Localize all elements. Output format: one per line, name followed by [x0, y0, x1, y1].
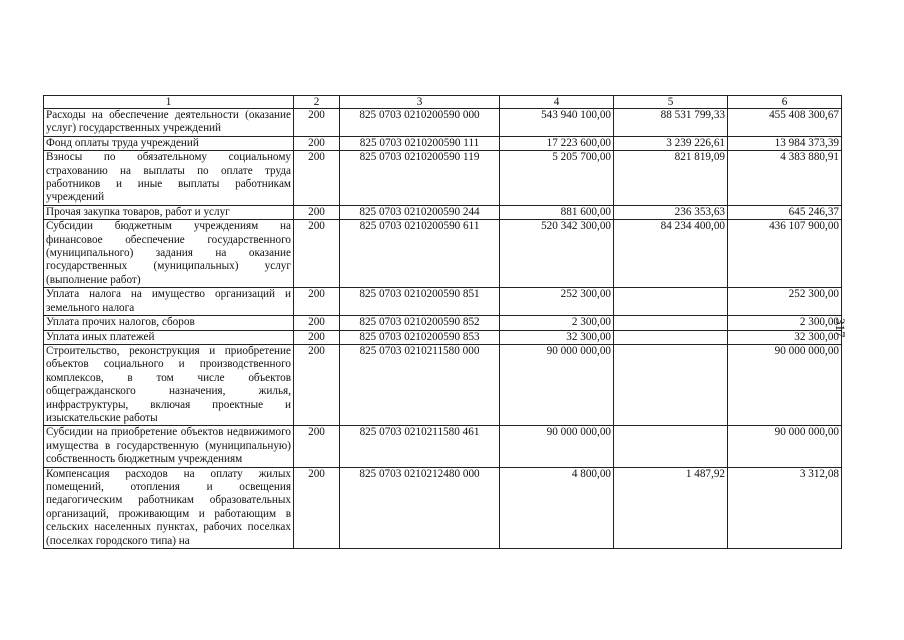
table-row [44, 136, 842, 150]
table-row [44, 109, 842, 137]
column-header: 5 [614, 96, 728, 109]
line-item-name: Фонд оплаты труда учреждений [44, 136, 294, 150]
executed-amount [614, 330, 728, 344]
remaining-amount: 2 300,00 [728, 316, 842, 330]
executed-amount: 84 234 400,00 [614, 220, 728, 288]
line-item-name: Субсидии бюджетным учреждениям на финансовое обеспечение государственного (муниципального) задания на оказание государственных (муниципальных) услуг (выполнение работ) [44, 220, 294, 288]
remaining-amount: 3 312,08 [728, 467, 842, 548]
line-item-name: Взносы по обязательному социальному страхованию на выплаты по оплате труда работников и иные выплаты работникам учреждений [44, 151, 294, 206]
executed-amount: 1 487,92 [614, 467, 728, 548]
line-item-name: Уплата иных платежей [44, 330, 294, 344]
approved-amount: 543 940 100,00 [500, 109, 614, 137]
table-row [44, 205, 842, 219]
line-item-name: Уплата прочих налогов, сборов [44, 316, 294, 330]
approved-amount: 252 300,00 [500, 288, 614, 316]
table-row [44, 467, 842, 548]
executed-amount [614, 288, 728, 316]
table-row [44, 220, 842, 288]
executed-amount: 88 531 799,33 [614, 109, 728, 137]
executed-amount: 821 819,09 [614, 151, 728, 206]
budget-classification-code: 825 0703 0210212480 000 [340, 467, 500, 548]
approved-amount: 17 223 600,00 [500, 136, 614, 150]
column-header: 1 [44, 96, 294, 109]
table-row [44, 151, 842, 206]
budget-classification-code: 825 0703 0210200590 852 [340, 316, 500, 330]
budget-classification-code: 825 0703 0210211580 461 [340, 426, 500, 467]
line-code: 200 [294, 220, 340, 288]
budget-classification-code: 825 0703 0210211580 000 [340, 344, 500, 425]
line-code: 200 [294, 316, 340, 330]
line-item-name: Расходы на обеспечение деятельности (оказание услуг) государственных учреждений [44, 109, 294, 137]
remaining-amount: 645 246,37 [728, 205, 842, 219]
approved-amount: 32 300,00 [500, 330, 614, 344]
line-code: 200 [294, 136, 340, 150]
table-row [44, 426, 842, 467]
remaining-amount: 4 383 880,91 [728, 151, 842, 206]
remaining-amount: 32 300,00 [728, 330, 842, 344]
line-code: 200 [294, 344, 340, 425]
line-code: 200 [294, 151, 340, 206]
table-row [44, 330, 842, 344]
budget-classification-code: 825 0703 0210200590 611 [340, 220, 500, 288]
budget-classification-code: 825 0703 0210200590 853 [340, 330, 500, 344]
line-code: 200 [294, 426, 340, 467]
line-code: 200 [294, 288, 340, 316]
remaining-amount: 90 000 000,00 [728, 426, 842, 467]
line-item-name: Строительство, реконструкция и приобретение объектов социального и производственного комплексов, в том числе объектов общегражданского назначения, жилья, инфраструктуры, включая проектные и изыскательские работы [44, 344, 294, 425]
executed-amount [614, 426, 728, 467]
page-number: 317 [833, 318, 848, 338]
remaining-amount: 455 408 300,67 [728, 109, 842, 137]
approved-amount: 4 800,00 [500, 467, 614, 548]
approved-amount: 90 000 000,00 [500, 426, 614, 467]
line-item-name: Прочая закупка товаров, работ и услуг [44, 205, 294, 219]
line-code: 200 [294, 109, 340, 137]
column-header: 2 [294, 96, 340, 109]
line-code: 200 [294, 330, 340, 344]
remaining-amount: 436 107 900,00 [728, 220, 842, 288]
budget-classification-code: 825 0703 0210200590 244 [340, 205, 500, 219]
line-item-name: Компенсация расходов на оплату жилых помещений, отопления и освещения педагогическим работникам образовательных организаций, проживающим и работающим в сельских населенных пунктах, рабочих поселках (поселках городского типа) на [44, 467, 294, 548]
column-header: 4 [500, 96, 614, 109]
budget-classification-code: 825 0703 0210200590 000 [340, 109, 500, 137]
table-row [44, 316, 842, 330]
column-header: 3 [340, 96, 500, 109]
approved-amount: 2 300,00 [500, 316, 614, 330]
executed-amount: 3 239 226,61 [614, 136, 728, 150]
remaining-amount: 90 000 000,00 [728, 344, 842, 425]
line-code: 200 [294, 205, 340, 219]
executed-amount: 236 353,63 [614, 205, 728, 219]
line-code: 200 [294, 467, 340, 548]
budget-table-sheet [43, 95, 841, 549]
remaining-amount: 252 300,00 [728, 288, 842, 316]
executed-amount [614, 344, 728, 425]
budget-classification-code: 825 0703 0210200590 111 [340, 136, 500, 150]
table-header-row [44, 96, 842, 109]
approved-amount: 5 205 700,00 [500, 151, 614, 206]
table-row [44, 288, 842, 316]
column-header: 6 [728, 96, 842, 109]
approved-amount: 881 600,00 [500, 205, 614, 219]
budget-classification-code: 825 0703 0210200590 851 [340, 288, 500, 316]
table-row [44, 344, 842, 425]
budget-classification-code: 825 0703 0210200590 119 [340, 151, 500, 206]
approved-amount: 520 342 300,00 [500, 220, 614, 288]
executed-amount [614, 316, 728, 330]
approved-amount: 90 000 000,00 [500, 344, 614, 425]
line-item-name: Уплата налога на имущество организаций и земельного налога [44, 288, 294, 316]
remaining-amount: 13 984 373,39 [728, 136, 842, 150]
line-item-name: Субсидии на приобретение объектов недвижимого имущества в государственную (муниципальную) собственность бюджетным учреждениям [44, 426, 294, 467]
budget-table [43, 95, 842, 549]
